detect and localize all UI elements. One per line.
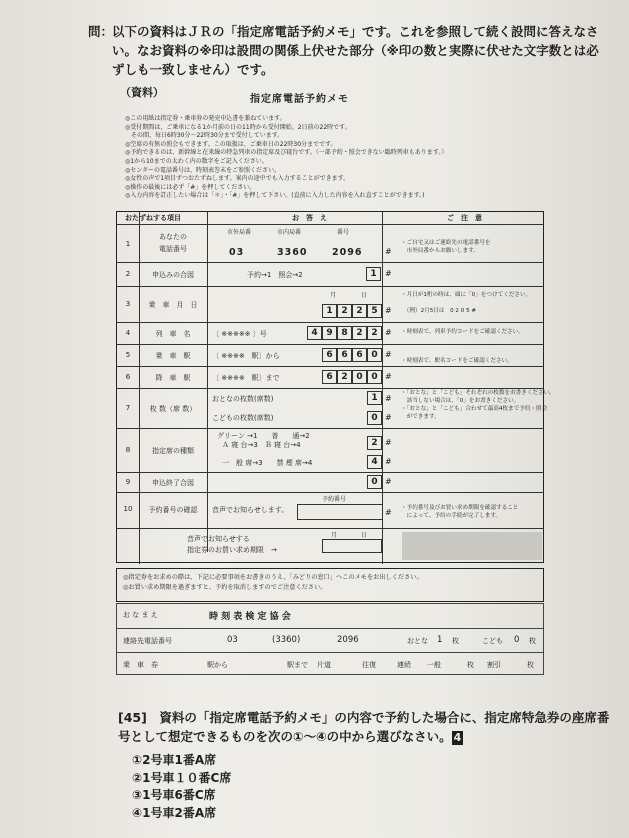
digit-cell: 0 xyxy=(367,475,382,489)
choice-1[interactable]: ①2号車1番A席 xyxy=(132,753,217,767)
row-item: 枚 数（席 数） xyxy=(149,405,197,413)
row-number: 9 xyxy=(125,478,131,486)
general-label: 一般 xyxy=(427,661,441,669)
adult-count-label: おとなの枚数(席数) xyxy=(212,395,274,403)
row-number: 4 xyxy=(125,329,131,337)
deadline-box xyxy=(322,539,382,553)
digit-cell: 4 xyxy=(367,455,382,469)
row-note: ・時刻表で、駅名コードをご確認ください。 xyxy=(401,358,513,364)
digit-cell: 1 xyxy=(366,267,381,281)
row-item: あなたの xyxy=(159,233,187,241)
row-item: 乗 車 月 日 xyxy=(148,301,198,309)
phone-v2: (3360) xyxy=(272,635,301,645)
sub-number: 番号 xyxy=(337,229,350,236)
ticket-row xyxy=(117,652,543,675)
row-note: ができます。 xyxy=(401,414,440,420)
adult-label: おとな xyxy=(407,637,428,645)
answer-mark: 4 xyxy=(453,731,462,744)
name-row xyxy=(117,604,543,628)
digit-cell: 4 xyxy=(307,326,322,340)
order-note-line: ◎お買い求め期限を過ぎますと、予約を取消しますのでご注意ください。 xyxy=(123,584,327,591)
deadline-label: 音声でお知らせする xyxy=(187,535,250,543)
row-number: 8 xyxy=(125,446,131,454)
phone-v1: 03 xyxy=(227,635,238,645)
digit-cell: 6 xyxy=(352,348,367,362)
question-text: 以下の資料はＪＲの「指定席電話予約メモ」です。これを参照して続く設問に答えなさい。なお資料の※印は設問の関係上伏せた部分（※印の数と実際に伏せた文字数とは必ずしも一致しません）です。 xyxy=(112,24,599,77)
hash-key: # xyxy=(385,247,392,256)
row-note: ・「おとな」と「こども」それぞれの枚数をお書きください。 xyxy=(401,390,555,396)
digit-cell: 0 xyxy=(367,370,382,384)
deadline-month: 月 xyxy=(331,532,338,539)
hash-key: # xyxy=(385,328,392,337)
digit-cell: 0 xyxy=(352,370,367,384)
memo-notes xyxy=(125,115,545,201)
digit-cell: 2 xyxy=(352,326,367,340)
row-answer: 〔 ※※※※※ 〕号 xyxy=(212,330,267,338)
row-item: 申込みの合図 xyxy=(152,271,194,279)
sub-month: 月 xyxy=(330,292,337,299)
row-number: 2 xyxy=(125,270,131,278)
from-label: 駅から xyxy=(207,661,228,669)
digit-cell: 2 xyxy=(352,304,367,318)
row-number: 1 xyxy=(125,240,131,248)
row-item: 指定席の種類 xyxy=(152,447,194,455)
phone-local: 3360 xyxy=(277,247,308,258)
ticket-label: 乗 車 券 xyxy=(123,661,158,669)
child-count-label: こどもの枚数(席数) xyxy=(212,414,274,422)
phone-area: 03 xyxy=(229,247,245,258)
discount-unit: 枚 xyxy=(527,661,534,669)
hash-key: # xyxy=(385,477,392,486)
choice-3[interactable]: ③1号車6番C席 xyxy=(132,788,216,802)
round-label: 往復 xyxy=(362,661,376,669)
hash-key: # xyxy=(385,306,392,315)
shaded-area xyxy=(402,532,542,560)
header-item: おたずねする項目 xyxy=(125,214,181,222)
digit-cell: 0 xyxy=(367,348,382,362)
ticket-request xyxy=(116,603,544,675)
row-item: 電話番号 xyxy=(159,245,187,253)
row-note: ・時刻表で、列車予約コードをご確認ください。 xyxy=(401,329,524,335)
sub-day: 日 xyxy=(361,292,368,299)
sub-reservation-no: 予約番号 xyxy=(322,496,347,503)
child-value: 0 xyxy=(514,635,520,645)
note-line: その間、毎日6時30分～22時30分まで受付しています。 xyxy=(125,132,284,140)
general-unit: 枚 xyxy=(467,661,474,669)
hash-key: # xyxy=(385,438,392,447)
row-item: 乗 車 駅 xyxy=(155,352,191,360)
question-label: 問： xyxy=(88,24,114,39)
seat-class-option: 一 般 席→3 禁 煙 席→4 xyxy=(222,459,313,467)
row-answer: 音声でお知らせします。 xyxy=(212,506,289,514)
resource-label: （資料） xyxy=(120,86,164,99)
sub-area-code: 市外局番 xyxy=(227,229,252,236)
row-number: 7 xyxy=(125,404,131,412)
note-line: ◎空席の有無の照会もできます。この取扱は、ご乗車日の22時30分までです。 xyxy=(125,140,337,148)
hash-key: # xyxy=(385,269,392,278)
row-number: 10 xyxy=(123,505,133,513)
order-note xyxy=(116,568,544,602)
child-unit: 枚 xyxy=(529,637,536,645)
question xyxy=(88,22,608,79)
answer-choices xyxy=(132,752,231,822)
row-note: 市外局番からお願いします。 xyxy=(401,248,479,254)
row-item: 列 車 名 xyxy=(155,330,191,338)
question-45 xyxy=(118,708,618,746)
row-number: 3 xyxy=(125,300,131,308)
phone-row xyxy=(117,628,543,652)
digit-cell: 9 xyxy=(322,326,337,340)
row-answer: 〔 ※※※※ 駅〕まで xyxy=(212,374,280,382)
row-note: ・「おとな」と「こども」合わせて最高4枚まで予約・照会 xyxy=(401,406,548,412)
digit-cell: 6 xyxy=(337,348,352,362)
row-note: （例）2月5日は 0 2 0 5 # xyxy=(401,308,477,314)
header-notes: ご 注 意 xyxy=(447,214,482,222)
note-line: ◎女性の声で1項目ずつおたずねします。案内の途中でも入力することができます。 xyxy=(125,175,350,183)
name-label: お な ま え xyxy=(123,611,158,619)
note-line: ◎受付期間は、ご乗車になる1か月前の日の11時から受付開始。2日前の22時です。 xyxy=(125,123,351,131)
row-item: 申込終了合図 xyxy=(152,479,194,487)
digit-cell: 2 xyxy=(367,326,382,340)
digit-cell: 6 xyxy=(322,370,337,384)
note-line: ◎センターの電話番号は、時刻表巻末をご参照ください。 xyxy=(125,166,280,174)
sub-local-code: 市内局番 xyxy=(277,229,302,236)
row-note: 該当しない場合は、「0」をお書きください。 xyxy=(401,398,520,404)
digit-cell: 0 xyxy=(367,411,382,425)
phone-v3: 2096 xyxy=(337,635,359,645)
digit-cell: 1 xyxy=(322,304,337,318)
row-answer: 予約→1 照会→2 xyxy=(247,271,303,279)
deadline-label: 指定券のお買い求め期限 → xyxy=(187,546,277,554)
discount-label: 割引 xyxy=(487,661,501,669)
seat-class-option: グリーン →1 普 通→2 xyxy=(217,432,310,440)
header-answer: お 答 え xyxy=(292,214,327,222)
row-answer: 〔 ※※※※ 駅〕から xyxy=(212,352,280,360)
note-line: ◎操作の最後には必ず「#」を押してください。 xyxy=(125,183,256,191)
memo-title: 指定席電話予約メモ xyxy=(250,94,349,105)
note-line: ◎予約できるのは、新幹線と在来線の特急列車の指定席及び寝台です。（一部予約・照会できない臨時列車もあります。） xyxy=(125,149,448,157)
digit-cell: 1 xyxy=(367,391,382,405)
choice-4[interactable]: ④1号車2番A席 xyxy=(132,805,217,820)
hash-key: # xyxy=(385,394,392,403)
hash-key: # xyxy=(385,508,392,517)
row-number: 5 xyxy=(125,351,131,359)
row-note: ・予約番号及びお買い求め期限を確認すること xyxy=(401,505,519,511)
row-number: 6 xyxy=(125,373,131,381)
to-label: 駅まで xyxy=(287,661,308,669)
note-line: ◎入力内容を訂正したい場合は「＊」・「#」を押して下さい。(直前に入力した内容を入れ直すことができます。) xyxy=(125,192,425,200)
digit-cell: 2 xyxy=(337,304,352,318)
question-45-text: [45] 資料の「指定席電話予約メモ」の内容で予約した場合に、指定席特急券の座席番号として想定できるものを次の①～④の中から選びなさい。 xyxy=(118,710,610,744)
phone-number: 2096 xyxy=(332,247,363,258)
row-note: ・ご自宅又はご連絡先の電話番号を xyxy=(401,240,491,246)
name-value: 時 刻 表 検 定 協 会 xyxy=(209,612,291,622)
child-label: こども xyxy=(482,637,503,645)
digit-cell: 2 xyxy=(337,370,352,384)
hash-key: # xyxy=(385,457,392,466)
through-label: 連続 xyxy=(397,661,411,669)
deadline-day: 日 xyxy=(361,532,368,539)
note-line: ◎1から10までの太わく内の数字をご記入ください。 xyxy=(125,157,268,165)
digit-cell: 6 xyxy=(322,348,337,362)
row-item: 予約番号の確認 xyxy=(148,506,198,514)
hash-key: # xyxy=(385,372,392,381)
row-note: によって、予約の手続が完了します。 xyxy=(401,513,502,519)
note-line: ◎この用紙は指定券・乗車券の発売申込書を兼ねています。 xyxy=(125,115,286,122)
digit-cell: 5 xyxy=(367,304,382,318)
row-item: 降 車 駅 xyxy=(155,374,191,382)
digit-cell: 2 xyxy=(367,436,382,450)
choice-2[interactable]: ②1号車１０番C席 xyxy=(132,770,232,785)
adult-value: 1 xyxy=(437,635,443,645)
phone-label: 連絡先電話番号 xyxy=(123,637,172,645)
hash-key: # xyxy=(385,350,392,359)
hash-key: # xyxy=(385,413,392,422)
digit-cell: 8 xyxy=(337,326,352,340)
row-note: ・月日が1桁の時は、頭に「0」をつけてください。 xyxy=(401,292,532,298)
adult-unit: 枚 xyxy=(452,637,459,645)
seat-class-option: Ａ 寝 台→3 Ｂ 寝 台→4 xyxy=(222,441,301,449)
reservation-form xyxy=(116,211,555,563)
reservation-number-box xyxy=(297,504,383,520)
order-note-line: ◎指定券をお求めの際は、下記に必要事項をお書きのうえ、「みどりの窓口」へこのメモをお出しください。 xyxy=(123,574,423,581)
oneway-label: 片道 xyxy=(317,661,331,669)
